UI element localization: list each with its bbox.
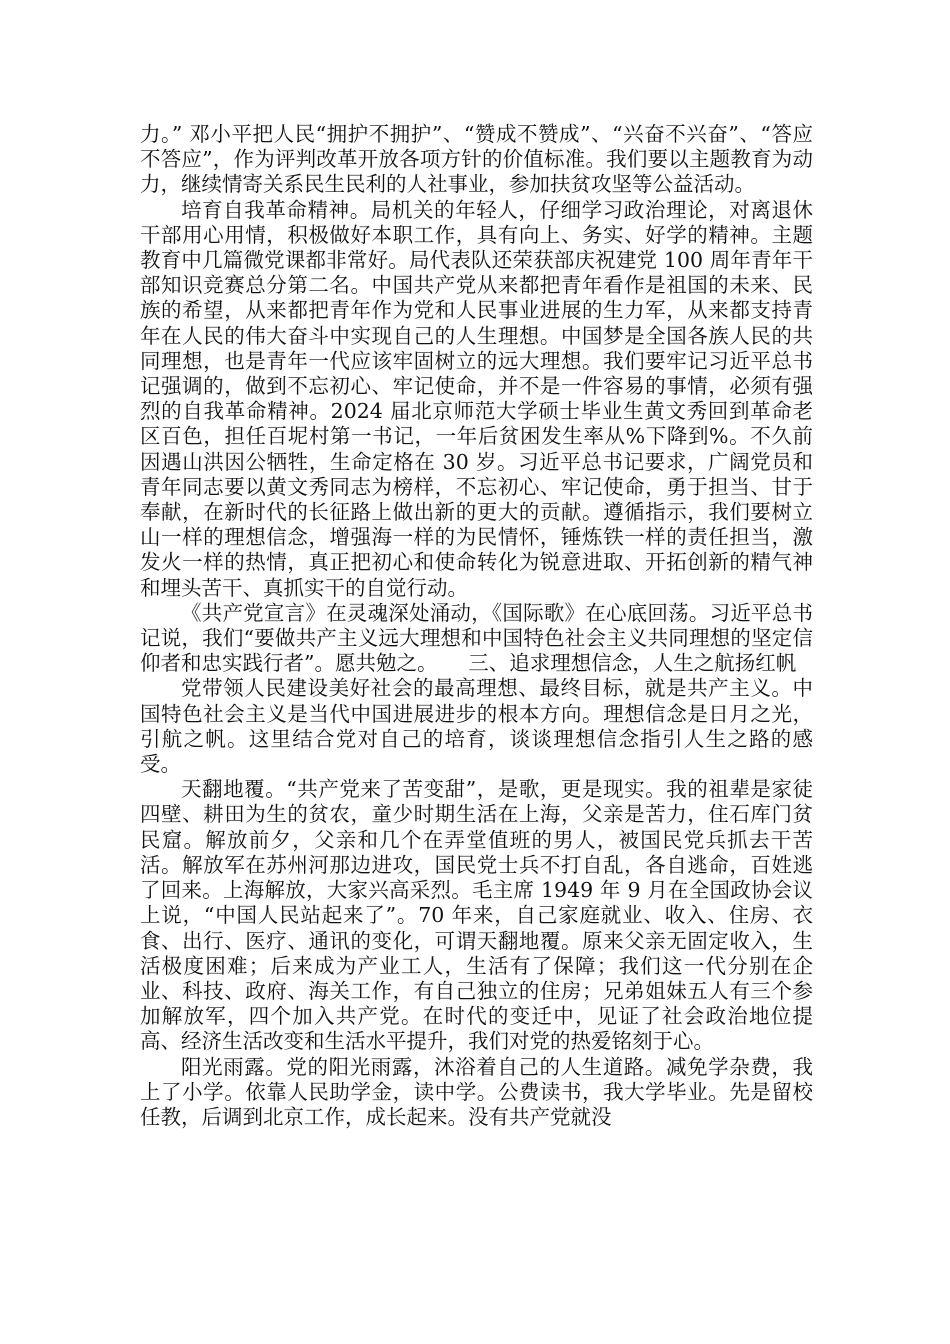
paragraph-1: 力。” 邓小平把人民“拥护不拥护”、“赞成不赞成”、“兴奋不兴奋”、“答应不答应”，作为评判改革开放各项方针的价值标准。我们要以主题教育为动力，继续情寄关系民生民利的人社事业，参加扶贫攻坚等公益活动。 bbox=[140, 122, 813, 197]
paragraph-2: 培育自我革命精神。局机关的年轻人，仔细学习政治理论，对离退休干部用心用情，积极做好本职工作，具有向上、务实、好学的精神。主题教育中几篇微党课都非常好。局代表队还荣获部庆祝建党 100 周年青年干部知识竞赛总分第二名。中国共产党从来都把青年看作是祖国的未来、民族的希望，从来都把青年作为党和人民事业进展的生力军，从来都支持青年在人民的伟大奋斗中实现自己的人生理想。中国梦是全国各族人民的共同理想，也是青年一代应该牢固树立的远大理想。我们要牢记习近平总书记强调的，做到不忘初心、牢记使命，并不是一件容易的事情，必须有强烈的自我革命精神。2024 届北京师范大学硕士毕业生黄文秀回到革命老区百色，担任百坭村第一书记，一年后贫困发生率从%下降到%。不久前因遇山洪因公牺牲，生命定格在 30 岁。习近平总书记要求，广阔党员和青年同志要以黄文秀同志为榜样，不忘初心、牢记使命，勇于担当、甘于奉献，在新时代的长征路上做出新的更大的贡献。遵循指示，我们要树立山一样的理想信念，增强海一样的为民情怀，锤炼铁一样的责任担当，激发火一样的热情，真正把初心和使命转化为锐意进取、开拓创新的精气神和埋头苦干、真抓实干的自觉行动。 bbox=[140, 197, 813, 600]
body-text bbox=[140, 122, 813, 1130]
paragraph-4: 党带领人民建设美好社会的最高理想、最终目标，就是共产主义。中国特色社会主义是当代中国进展进步的根本方向。理想信念是日月之光，引航之帆。这里结合党对自己的培育，谈谈理想信念指引人生之路的感受。 bbox=[140, 676, 813, 777]
paragraph-6: 阳光雨露。党的阳光雨露，沐浴着自己的人生道路。减免学杂费，我上了小学。依靠人民助学金，读中学。公费读书，我大学毕业。先是留校任教，后调到北京工作，成长起来。没有共产党就没 bbox=[140, 1054, 813, 1129]
paragraph-5: 天翻地覆。“共产党来了苦变甜”，是歌，更是现实。我的祖辈是家徒四壁、耕田为生的贫农，童少时期生活在上海，父亲是苦力，住石库门贫民窟。解放前夕，父亲和几个在弄堂值班的男人，被国民党兵抓去干苦活。解放军在苏州河那边进攻，国民党士兵不打自乱，各自逃命，百姓逃了回来。上海解放，大家兴高采烈。毛主席 1949 年 9 月在全国政协会议上说，“中国人民站起来了”。70 年来，自己家庭就业、收入、住房、衣食、出行、医疗、通讯的变化，可谓天翻地覆。原来父亲无固定收入，生活极度困难；后来成为产业工人，生活有了保障；我们这一代分别在企业、科技、政府、海关工作，有自己独立的住房；兄弟姐妹五人有三个参加解放军，四个加入共产党。在时代的变迁中，见证了社会政治地位提高、经济生活改变和生活水平提升，我们对党的热爱铭刻于心。 bbox=[140, 777, 813, 1054]
paragraph-3: 《共产党宣言》在灵魂深处涌动，《国际歌》在心底回荡。习近平总书记说，我们“要做共产主义远大理想和中国特色社会主义共同理想的坚定信仰者和忠实践行者”。愿共勉之。 三、追求理想信念，人生之航扬红帆 bbox=[140, 600, 813, 676]
